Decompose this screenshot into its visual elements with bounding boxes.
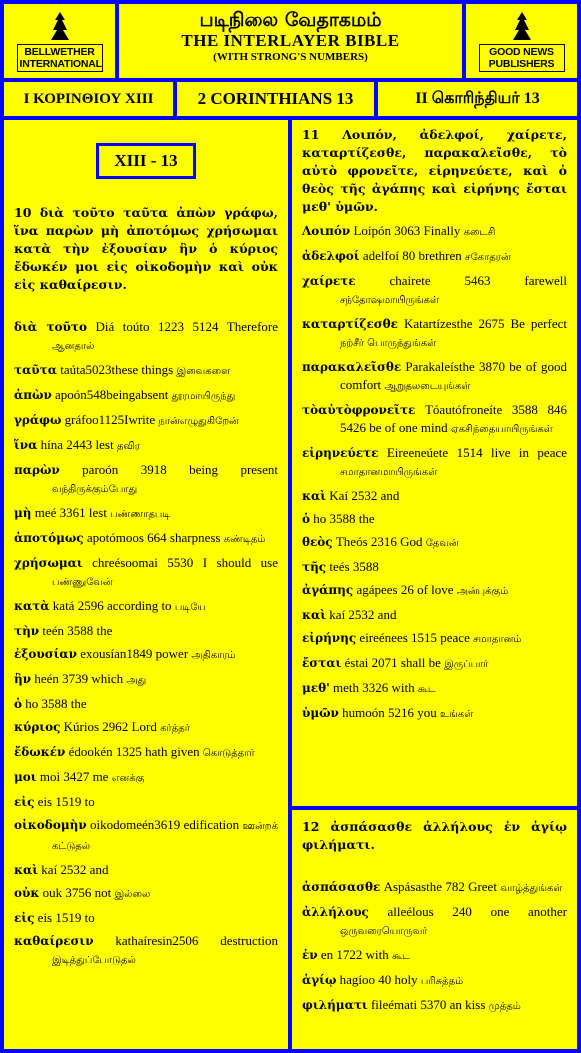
tamil-gloss: இருப்பார் [444, 659, 489, 670]
subtitle: (WITH STRONG'S NUMBERS) [213, 51, 368, 63]
transliteration-gloss: édookén 1325 hath given [65, 744, 203, 759]
title-tamil: படிநிலை வேதாகமம் [199, 9, 382, 31]
word-entry [14, 504, 278, 524]
transliteration-gloss: Theós 2316 God [332, 534, 426, 549]
word-entry [14, 816, 278, 856]
title-english: THE INTERLAYER BIBLE [181, 31, 400, 50]
word-entry [14, 529, 278, 549]
tamil-gloss: சமாதானமாயிருங்கள் [340, 467, 438, 478]
word-entry [302, 679, 567, 699]
transliteration-gloss: kaí 2532 and [326, 607, 397, 622]
greek-word: φιλήματι [302, 998, 368, 1012]
transliteration-gloss: Diá toúto 1223 5124 Therefore [86, 319, 278, 334]
greek-word: ὁ [302, 512, 311, 526]
book-tamil [378, 82, 577, 116]
verse11-panel [292, 120, 577, 806]
transliteration-gloss: Kúrios 2962 Lord [60, 719, 161, 734]
word-entry [302, 444, 567, 482]
greek-word: εἰς [14, 911, 35, 925]
bellwether-logo [4, 4, 115, 78]
book-tamil-label: II கொரிந்தியர் 13 [415, 90, 540, 107]
transliteration-gloss: Eireeneúete 1514 live in peace [378, 445, 567, 460]
publisher-figure-icon [507, 10, 537, 42]
transliteration-gloss: éstai 2071 shall be [341, 655, 445, 670]
tamil-gloss: கூட [392, 951, 411, 962]
bellwether-figure-icon [45, 10, 75, 42]
greek-word: χαίρετε [302, 274, 356, 288]
tamil-gloss: சகோதரன் [465, 252, 511, 263]
greek-word: ἣν [14, 672, 32, 686]
greek-word: θεὸς [302, 535, 333, 549]
word-entry [14, 743, 278, 763]
tamil-gloss: எனக்கு [111, 773, 145, 784]
tamil-gloss: சமாதானம் [473, 634, 522, 645]
word-entry [14, 361, 278, 381]
transliteration-gloss: Katartízesthe 2675 Be perfect [397, 316, 567, 331]
word-entry [14, 622, 278, 640]
word-entry [14, 386, 278, 406]
transliteration-gloss: humoón 5216 you [338, 705, 440, 720]
greek-word: ἀλλήλους [302, 905, 369, 919]
transliteration-gloss: apotómoos 664 sharpness [83, 530, 224, 545]
greek-word: κατὰ [14, 599, 50, 613]
greek-word: ἀσπάσασθε [302, 880, 381, 894]
greek-word: καθαίρεσιν [14, 934, 94, 948]
word-entry [302, 315, 567, 353]
verse10-panel [4, 120, 288, 1049]
transliteration-gloss: meth 3326 with [329, 680, 418, 695]
greek-word: ἀγάπης [302, 583, 354, 597]
tamil-gloss: படியே [174, 602, 206, 613]
transliteration-gloss: chreésoomai 5530 I should use [82, 555, 278, 570]
verse12-panel [292, 810, 577, 1049]
transliteration-gloss: eis 1519 to [34, 910, 95, 925]
tamil-gloss: பரிசுத்தம் [420, 976, 464, 987]
transliteration-gloss: chairete 5463 farewell [355, 273, 567, 288]
transliteration-gloss: en 1722 with [317, 947, 393, 962]
word-entry [302, 971, 567, 991]
book-english-label: 2 CORINTHIANS 13 [197, 89, 354, 108]
transliteration-gloss: adelfoí 80 brethren [359, 248, 466, 263]
greek-word: οἰκοδομὴν [14, 818, 87, 832]
book-english [177, 82, 374, 116]
tamil-gloss: ஆறுதலடையுங்கள் [384, 381, 471, 392]
transliteration-gloss: Kaí 2532 and [326, 488, 400, 503]
transliteration-gloss: apoón548beingabsent [51, 387, 172, 402]
greek-word: ὑμῶν [302, 706, 339, 720]
word-entry [14, 318, 278, 356]
word-entry [302, 654, 567, 674]
verse12-entries [302, 878, 567, 1021]
word-entry [14, 768, 278, 788]
title-block [119, 4, 462, 78]
transliteration-gloss: paroón 3918 being present [59, 462, 278, 477]
verse11-text: 11 Λοιπόν, ἀδελφοί, χαίρετε, καταρτίζεσθε, παρακαλεῖσθε, τὸ αὐτὸ φρονεῖτε, εἰρηνεύετε, καὶ ὁ θεὸς τῆς ἀγάπης καὶ εἰρήνης ἔσται μεθ' ὑμῶν. [302, 127, 567, 214]
verse10-text: 10 διὰ τοῦτο ταῦτα ἀπὼν γράφω, ἵνα παρὼν μὴ ἀποτόμως χρήσωμαι κατὰ τὴν ἐξουσίαν ἣν ὁ κύριος ἔδωκέν μοι εἰς οἰκοδομὴν καὶ οὐκ εἰς καθαίρεσιν. [14, 205, 278, 292]
word-entry [14, 861, 278, 879]
word-entry [14, 597, 278, 617]
transliteration-gloss: ho 3588 the [310, 511, 375, 526]
word-entry [14, 670, 278, 690]
transliteration-gloss: alleélous 240 one another [368, 904, 567, 919]
tamil-gloss: அன்புக்கும் [456, 586, 509, 597]
greek-word: τὴν [14, 624, 40, 638]
word-entry [302, 878, 567, 898]
word-entry [14, 884, 278, 904]
transliteration-gloss: teés 3588 [326, 559, 379, 574]
greek-word: εἰς [14, 795, 35, 809]
transliteration-gloss: Parakaleísthe 3870 be of good comfort [340, 359, 567, 392]
tamil-gloss: ஏகசிந்தையாயிருங்கள் [450, 424, 553, 435]
greek-word: παρὼν [14, 463, 60, 477]
tamil-gloss: உங்கள் [440, 709, 474, 720]
transliteration-gloss: kaí 2532 and [38, 862, 109, 877]
tamil-gloss: அது [126, 675, 147, 686]
transliteration-gloss: eireénees 1515 peace [356, 630, 474, 645]
word-entry [302, 247, 567, 267]
book-greek [4, 82, 173, 116]
transliteration-gloss: taúta5023these things [56, 362, 177, 377]
greek-word: παρακαλεῖσθε [302, 360, 402, 374]
greek-word: ἀπὼν [14, 388, 52, 402]
transliteration-gloss: moi 3427 me [36, 769, 112, 784]
word-entry [14, 909, 278, 927]
greek-word: καὶ [14, 863, 39, 877]
tamil-gloss: பண்ணுவேன் [52, 577, 113, 588]
word-entry [302, 533, 567, 553]
transliteration-gloss: agápees 26 of love [353, 582, 457, 597]
greek-word: διὰ τοῦτο [14, 320, 87, 334]
tamil-gloss: இடித்துப்போடுதல் [52, 955, 136, 966]
tamil-gloss: அதிகாரம் [191, 650, 236, 661]
greek-word: ὁ [14, 697, 23, 711]
greek-word: οὐκ [14, 886, 40, 900]
transliteration-gloss: heén 3739 which [31, 671, 127, 686]
tamil-gloss: தவிர [116, 441, 140, 452]
tamil-gloss: சந்தோஷமாயிருங்கள் [340, 295, 439, 306]
tamil-gloss: இவைகளை [176, 366, 231, 377]
word-entry [302, 903, 567, 941]
word-entry [302, 272, 567, 310]
greek-word: ἁγίῳ [302, 973, 337, 987]
word-entry [14, 718, 278, 738]
transliteration-gloss: Loipón 3063 Finally [350, 223, 464, 238]
tamil-gloss: வாழ்த்துங்கள் [500, 883, 563, 894]
greek-word: εἰρήνης [302, 631, 357, 645]
greek-word: ἐν [302, 948, 318, 962]
book-greek-label: Ι ΚΟΡΙΝΘΙΟΥ XIII [23, 90, 154, 107]
tamil-gloss: ஊன்றக் கட்டுதல் [52, 821, 278, 852]
greek-word: ἔδωκέν [14, 745, 66, 759]
transliteration-gloss: teén 3588 the [39, 623, 113, 638]
transliteration-gloss: hína 2443 lest [37, 437, 117, 452]
word-entry [14, 411, 278, 431]
greek-word: χρήσωμαι [14, 556, 83, 570]
greek-word: ταῦτα [14, 363, 57, 377]
tamil-gloss: பண்ணாதபடி [110, 509, 171, 520]
greek-word: τῆς [302, 560, 327, 574]
word-entry [302, 996, 567, 1016]
word-entry [302, 946, 567, 966]
word-entry [14, 932, 278, 970]
word-entry [14, 461, 278, 499]
transliteration-gloss: oikodomeén3619 edification [86, 817, 243, 832]
word-entry [302, 558, 567, 576]
tamil-gloss: கொடுத்தார் [202, 748, 255, 759]
greek-word: ἔσται [302, 656, 342, 670]
greek-word: μεθ' [302, 681, 330, 695]
tamil-gloss: நற்சீர் பொருந்துங்கள் [340, 338, 437, 349]
word-entry [14, 645, 278, 665]
tamil-gloss: ஆனதால் [52, 341, 95, 352]
verse11-entries [302, 222, 567, 729]
transliteration-gloss: Aspásasthe 782 Greet [380, 879, 501, 894]
good-news-logo-text: GOOD NEWS PUBLISHERS [479, 44, 565, 72]
greek-word: καταρτίζεσθε [302, 317, 398, 331]
tamil-gloss: நான்எழுதுகிறேன் [158, 416, 239, 427]
word-entry [14, 554, 278, 592]
tamil-gloss: இல்லை [114, 889, 151, 900]
greek-word: ἵνα [14, 438, 38, 452]
greek-word: εἰρηνεύετε [302, 446, 379, 460]
transliteration-gloss: ouk 3756 not [39, 885, 115, 900]
word-entry [302, 581, 567, 601]
tamil-gloss: கண்டிதம் [223, 534, 266, 545]
word-entry [302, 487, 567, 505]
verse12-text: 12 ἀσπάσασθε ἀλλήλους ἐν ἁγίῳ φιλήματι. [302, 819, 567, 852]
transliteration-gloss: meé 3361 lest [31, 505, 111, 520]
transliteration-gloss: fileémati 5370 an kiss [367, 997, 489, 1012]
tamil-gloss: கர்த்தர் [160, 723, 190, 734]
word-entry [14, 436, 278, 456]
transliteration-gloss: gráfoo1125Iwrite [61, 412, 159, 427]
transliteration-gloss: Tóautófroneíte 3588 846 5426 be of one mind [340, 402, 567, 435]
greek-word: γράφω [14, 413, 62, 427]
bellwether-logo-text: BELLWETHER INTERNATIONAL [17, 44, 103, 72]
word-entry [14, 793, 278, 811]
transliteration-gloss: kathaíresin2506 destruction [93, 933, 278, 948]
greek-word: ἀδελφοί [302, 249, 360, 263]
word-entry [302, 510, 567, 528]
greek-word: μὴ [14, 506, 32, 520]
tamil-gloss: வந்திருக்கும்போது [52, 484, 138, 495]
tamil-gloss: தூரமாயிருந்து [171, 391, 236, 402]
greek-word: κύριος [14, 720, 61, 734]
greek-word: καὶ [302, 608, 327, 622]
tamil-gloss: ஒருவரையொருவர் [340, 926, 428, 937]
tamil-gloss: கடைசி [463, 227, 496, 238]
greek-word: ἐξουσίαν [14, 647, 77, 661]
greek-word: μοι [14, 770, 37, 784]
verse10-entries [14, 318, 278, 975]
word-entry [302, 704, 567, 724]
greek-word: καὶ [302, 489, 327, 503]
transliteration-gloss: hagíoo 40 holy [336, 972, 421, 987]
transliteration-gloss: katá 2596 according to [49, 598, 175, 613]
chapter-label: XIII - 13 [96, 143, 196, 179]
greek-word: τὸαὐτὸφρονεῖτε [302, 403, 416, 417]
tamil-gloss: கூட [417, 684, 436, 695]
word-entry [302, 401, 567, 439]
word-entry [302, 629, 567, 649]
word-entry [302, 222, 567, 242]
tamil-gloss: முத்தம் [488, 1001, 521, 1012]
word-entry [302, 606, 567, 624]
greek-word: Λοιπόν [302, 224, 351, 238]
good-news-logo [466, 4, 577, 78]
transliteration-gloss: ho 3588 the [22, 696, 87, 711]
word-entry [14, 695, 278, 713]
greek-word: ἀποτόμως [14, 531, 84, 545]
word-entry [302, 358, 567, 396]
transliteration-gloss: exousían1849 power [76, 646, 192, 661]
tamil-gloss: தேவன் [425, 538, 459, 549]
transliteration-gloss: eis 1519 to [34, 794, 95, 809]
